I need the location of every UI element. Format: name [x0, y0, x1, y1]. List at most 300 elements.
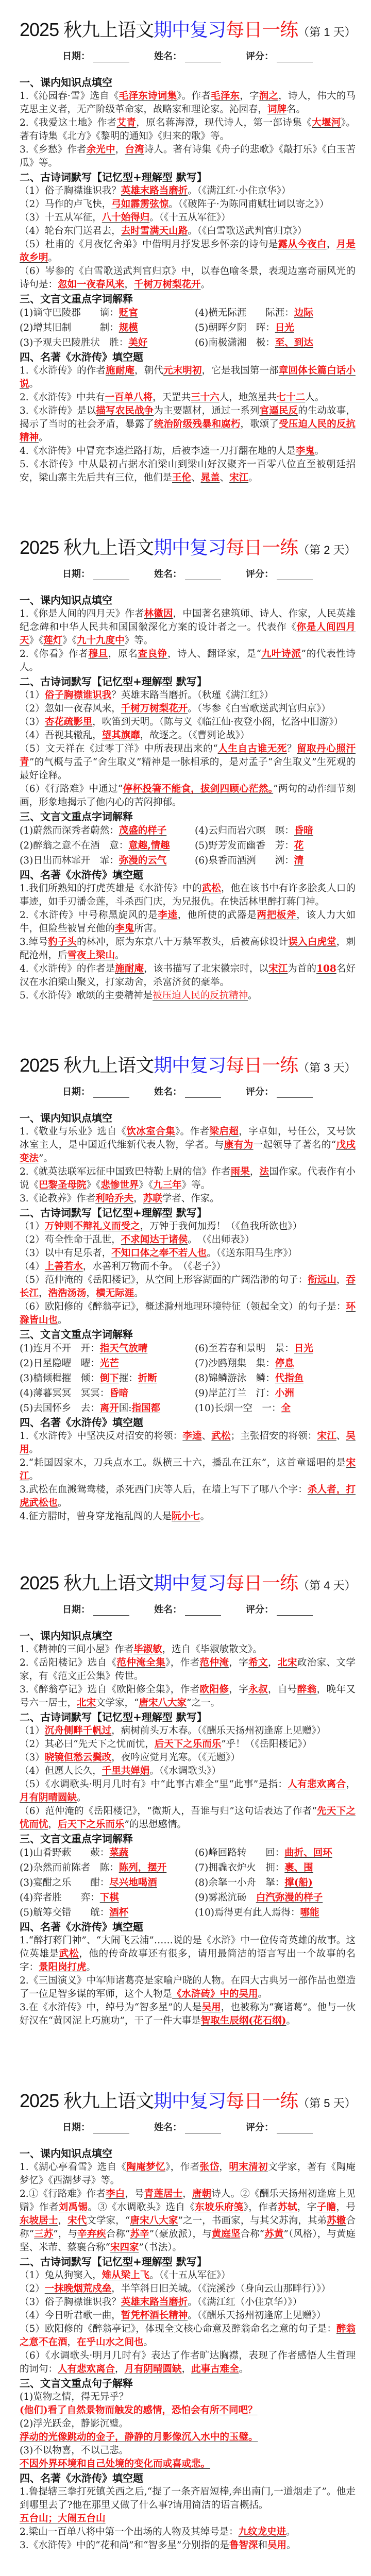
question-item [20, 2188, 356, 2255]
page-title [20, 1054, 356, 1079]
question-text: 的林冲，原为东京八十万禁军教头，后被高俅设计 [77, 937, 289, 947]
question-item [20, 458, 356, 485]
answer: 环滁皆山也 [20, 1301, 356, 1326]
answer: (他们)看了自然景物而触发的感情，恐怕会有所不同吧？ [20, 2405, 258, 2416]
question-text: (1)蔚然而深秀者蔚然： [20, 825, 119, 836]
question-text: (4)弈者胜 弈： [20, 1892, 100, 1903]
question-text: 合称“ [20, 2215, 356, 2240]
title-daily-practice: 每日一练 [226, 2090, 298, 2111]
answer: 英雄末路当磨折 [121, 2297, 188, 2308]
section-heading: 三、文言文重点字词解释 [20, 293, 133, 305]
question-text: ，夜吟应觉月光寒。（《无题》） [111, 1752, 241, 1763]
question-text: ？ [286, 743, 297, 754]
item-list [20, 1934, 356, 2028]
word-item [195, 1891, 356, 1905]
question-text: 。 [29, 1471, 39, 1482]
date-field-label: 日期： [62, 51, 90, 62]
question-text: ，晚年又号六一居士， [20, 1684, 356, 1708]
question-item [20, 1233, 356, 1247]
question-item [20, 2391, 356, 2404]
question-item [20, 2526, 356, 2539]
word-item [195, 854, 356, 868]
score-field-blank[interactable] [277, 2123, 313, 2133]
section-heading: 二、古诗词默写【记忆型+理解型 默写】 [20, 1711, 207, 1723]
question-text: ， [48, 1819, 58, 1830]
question-item [20, 2485, 356, 2512]
word-item [195, 1876, 356, 1890]
question-text: （4）今日听君歌一曲， [20, 2310, 121, 2321]
score-field-blank[interactable] [277, 1087, 313, 1098]
name-field-blank[interactable] [185, 2123, 221, 2133]
section-heading: 四、名著《水浒传》填空题 [20, 1416, 143, 1429]
question-text: (3)予观夫巴陵胜状 胜： [20, 337, 129, 348]
question-text: (2)醉翁之意不在酒 意： [20, 840, 129, 851]
question-item [20, 1643, 356, 1656]
question-text: (10)长烟一空 一： [195, 1403, 281, 1414]
question-text: ，选自《毕淑敏散文》。 [162, 1644, 262, 1655]
section-heading: 二、古诗词默写【记忆型+理解型 默写】 [20, 171, 207, 183]
question-text: 文学家，“ [96, 1698, 139, 1708]
question-text: 。 （《出师表》） [188, 1234, 255, 1245]
title-prefix: 2025 秋九上语文 [20, 537, 154, 558]
item-list [20, 364, 356, 485]
answer: 九纹龙史进 [238, 2527, 286, 2537]
question-text: ， [336, 1275, 346, 1285]
date-field [62, 49, 129, 62]
answer: 上善若水 [44, 1261, 83, 1272]
answer: 人有悲欢离合 [288, 1779, 346, 1790]
answer: 利哈乔夫 [95, 1193, 134, 1204]
info-fields [20, 1602, 356, 1616]
name-field-blank[interactable] [185, 52, 221, 62]
question-item [20, 1656, 356, 1683]
answer: 鲁智深 [229, 2540, 258, 2551]
item-list [20, 2391, 356, 2471]
question-text: 》《 [62, 635, 77, 646]
question-item [20, 238, 356, 265]
answer: 醉翁之意不在酒 [20, 2324, 356, 2348]
question-item [20, 1510, 356, 1523]
word-item [195, 1861, 356, 1875]
question-text: ， [58, 2215, 68, 2226]
question-text: 1.鲁提辖三拳打死镇关西之后,“提了一条齐眉短棒,奔出南门,一道烟走了”。他走到哪里去了?他在那里又做了什么事?请用简洁的语言概括。 [20, 2486, 356, 2511]
question-text: 文学家，“ [87, 2215, 130, 2226]
answer: 108 [316, 963, 336, 974]
question-text: （2）其必曰“先天下之忧而忧， [20, 1739, 155, 1750]
question-text: ，字 [297, 2202, 317, 2213]
answer: 元末明初 [163, 365, 202, 376]
question-text: ， [115, 144, 125, 155]
question-text: ，自号 [268, 1684, 297, 1695]
question-text: （1） [20, 690, 45, 701]
question-text: ，他所使的武器是 [177, 910, 257, 921]
answer: 去时雪满天山路 [121, 226, 188, 236]
section-heading: 三、文言文重点句子解释 [20, 2377, 133, 2389]
word-item [20, 321, 195, 335]
question-text: (4)薄暮冥冥 冥冥： [20, 1388, 110, 1399]
answer: 宋江 [317, 1431, 336, 1442]
score-field [246, 567, 313, 580]
question-text: 3.在《水浒传》中，绰号为“智多星”的人是 [20, 2002, 202, 2013]
question-text: 1.《沁园春·雪》选自《 [20, 91, 119, 101]
score-field-blank[interactable] [277, 52, 313, 62]
answer: 醉翁 [297, 1684, 317, 1695]
date-field-blank[interactable] [93, 1087, 129, 1098]
date-field-blank[interactable] [93, 52, 129, 62]
question-text: 2.《水浒传》中共有 [20, 392, 105, 403]
question-text: （3）俗子胸襟谁识我？ [20, 2297, 121, 2308]
score-field-label: 评分： [246, 1087, 274, 1097]
date-field-label: 日期： [62, 2122, 90, 2133]
title-midterm-review: 期中复习 [154, 19, 226, 40]
question-text: (4)横无际涯 际涯： [195, 308, 294, 318]
score-field-label: 评分： [246, 51, 274, 62]
name-field [154, 567, 221, 580]
answer: 梁启超 [209, 1126, 239, 1137]
name-field-blank[interactable] [185, 1087, 221, 1098]
question-text: ”的气概与孟子“舍生取义”精神是一脉相承的，是对孟子“舍生取义”生死观的最好诠释。 [20, 757, 356, 781]
answer: 浮动的光像跳动的金子，静静的月影像沉入水中的玉璧。 [20, 2432, 258, 2443]
section-heading: 一、课内知识点填空 [20, 594, 112, 606]
question-text: ，他的传奇故事还有很多，请用最简洁的语言写出一个故事的名字： [20, 1948, 356, 1973]
answer: 李鬼 [295, 446, 315, 456]
answer: 美好 [128, 337, 148, 348]
answer: 不求闻达于诸侯 [121, 1234, 188, 1245]
question-text: 、 [191, 472, 201, 483]
question-text: ， [67, 2337, 77, 2348]
question-text: （1） [20, 1221, 45, 1232]
answer: 停息 [275, 1358, 294, 1369]
answer: 永叔 [248, 1684, 268, 1695]
answer: 豹子头 [48, 937, 77, 947]
answer: 清 [294, 855, 304, 866]
word-item [20, 839, 195, 853]
page-title [20, 2090, 356, 2115]
word-item [20, 1876, 195, 1890]
question-text: ，水善利万物而不争。 （《老子》） [82, 1261, 226, 1272]
question-text: ， [268, 1657, 278, 1668]
question-text: 3.《论教养》作者 [20, 1193, 96, 1204]
question-text: ”。 [39, 1153, 53, 1164]
answer: 日光 [294, 1343, 313, 1354]
question-text: 。（《水调歌头》） [149, 1766, 222, 1776]
question-text: ”（风格），与黄庭坚、米芾、蔡襄合称“ [20, 2229, 356, 2253]
section-heading: 四、名著《水浒传》填空题 [20, 1921, 143, 1933]
question-text: 名好汉在水泊梁山聚义，打家劫舍，杀富济贫的豪举。 [20, 963, 356, 988]
word-item [20, 1386, 195, 1400]
answer: 毛泽东诗词集 [119, 91, 177, 101]
answer: 北宋 [277, 1657, 297, 1668]
answer: 忽如一夜春风来 [58, 279, 125, 290]
date-field-blank[interactable] [93, 1605, 129, 1616]
question-item [20, 2349, 356, 2376]
answer: 下棋 [99, 1892, 119, 1903]
question-text: ，号 [336, 2202, 356, 2213]
question-text: ，中国著名建筑师、诗人、作家，人民英雄纪念碑和中华人民共和国国徽深化方案的设计者之一。代表作《 [20, 608, 356, 633]
answer: 酒杯 [109, 1907, 129, 1918]
answer: 弓如霹雳弦惊 [111, 199, 169, 210]
question-text: (8)余拏一小舟 拏： [195, 1877, 285, 1888]
item-list [20, 2161, 356, 2255]
question-text: ， [181, 2364, 192, 2375]
answer: 哪能 [300, 1907, 319, 1918]
question-text: 合称“ [240, 2229, 265, 2240]
question-text: 国: [119, 1403, 132, 1414]
answer: 倒下 [99, 1373, 119, 1384]
question-text: 3.《醉翁亭记》选自《欧阳修全集》，作者 [20, 1684, 200, 1695]
word-item [20, 1357, 195, 1370]
question-item [20, 2431, 356, 2444]
answer: 浩浩汤汤 [48, 1288, 87, 1299]
question-text: 。 [48, 252, 58, 263]
name-field-blank[interactable] [185, 569, 221, 580]
question-item [20, 198, 356, 211]
worksheet-page [0, 1553, 371, 2071]
question-item [20, 2458, 356, 2471]
answer: 《水浒砖》中的吴用 [172, 1989, 258, 1999]
question-text: ”（豪放派），与 [149, 2229, 212, 2240]
question-item [20, 1683, 356, 1710]
answer: 穆旦 [88, 649, 108, 659]
question-text: 1.《敬业与乐业》选自《 [20, 1126, 127, 1137]
section-heading: 一、课内知识点填空 [20, 76, 112, 89]
question-item [20, 364, 356, 391]
question-text: 》，作者 [243, 2202, 278, 2213]
item-list [20, 1220, 356, 1327]
answer: 月有阴晴圆缺 [124, 2364, 182, 2375]
question-text: （3） [20, 1752, 45, 1763]
question-text: (6)峰回路转 回： [195, 1848, 285, 1858]
question-text: 》《 [86, 1180, 101, 1191]
name-field [154, 1602, 221, 1616]
answer: 范仲淹全集 [116, 1657, 166, 1668]
item-list [20, 2269, 356, 2376]
question-item [20, 962, 356, 989]
question-text: ”的思想感情。 [124, 1819, 187, 1830]
name-field-blank[interactable] [185, 1605, 221, 1616]
answer: 雨果 [230, 1166, 250, 1177]
name-field [154, 49, 221, 62]
title-day-label: （第 2 天） [298, 544, 356, 556]
title-day-label: （第 1 天） [298, 26, 356, 39]
answer: 陶庵梦忆 [126, 2162, 166, 2173]
question-item [20, 2309, 356, 2323]
answer: 黄庭坚 [211, 2229, 241, 2240]
page-title [20, 536, 356, 562]
answer: 至、到达 [275, 337, 313, 348]
answer: 指天气放晴 [99, 1343, 148, 1354]
question-text: ，诗人、翻译家，是“ [167, 649, 262, 659]
answer: 沉舟侧畔千帆过 [44, 1725, 112, 1736]
question-text: 》《 [29, 635, 44, 646]
answer: 吴用 [20, 1431, 356, 1455]
question-text: 5.《水浒传》歌颂的主要精神是 [20, 990, 153, 1001]
date-field-blank[interactable] [93, 569, 129, 580]
answer: 苏辛 [130, 2229, 149, 2240]
question-text: ，吹笛到天明。（陈与义《临江仙·夜登小阁，忆洛中旧游》） [92, 717, 344, 727]
score-field-blank[interactable] [277, 1605, 313, 1616]
score-field-blank[interactable] [277, 569, 313, 580]
answer: 撑(船) [284, 1877, 313, 1888]
question-item [20, 689, 356, 702]
question-item [20, 1260, 356, 1274]
answer: 唐宋八大家 [130, 2215, 178, 2226]
question-text: 3.《水浒传》是以 [20, 405, 96, 416]
question-text: ，它是我国第一部 [201, 365, 279, 376]
answer: 台湾 [125, 144, 144, 155]
answer: 三十六 [191, 392, 220, 403]
title-midterm-review: 期中复习 [154, 2090, 226, 2111]
question-text: 政治家、文学家，有《范文正公集》传世。 [20, 1657, 356, 1682]
date-field-blank[interactable] [93, 2123, 129, 2133]
answer: 误入白虎堂 [288, 937, 336, 947]
question-text: ，病树前头万木春。（《酬乐天扬州初逢席上见赠》） [111, 1725, 326, 1736]
answer: 苏轼 [278, 2202, 297, 2213]
answer: 横无际涯 [96, 1288, 134, 1299]
answer: 辛弃疾 [77, 2229, 106, 2240]
question-text: (1)谪守巴陵郡 谪： [20, 308, 119, 318]
answer: 李鬼 [115, 923, 134, 934]
answer: 张岱 [199, 2162, 220, 2173]
question-text: ”之一，书画家，与其父苏洵，其弟 [178, 2215, 327, 2226]
answer: 武松 [201, 883, 221, 894]
item-list [20, 607, 356, 674]
word-grid [20, 1342, 356, 1415]
question-item [20, 1220, 356, 1233]
title-prefix: 2025 秋九上语文 [20, 2090, 154, 2111]
word-item [195, 336, 356, 350]
question-text: （1）俗子胸襟谁识我？ [20, 185, 121, 196]
question-item [20, 1974, 356, 2001]
answer: 武松 [211, 1431, 231, 1442]
question-text: 合称“ [106, 2229, 130, 2240]
answer: 章回体长篇白话小说 [20, 365, 356, 389]
question-text: （6）范仲淹的《岳阳楼记》，“微斯人，吾谁与归”这句话表达了作者“ [20, 1806, 317, 1817]
answer: 人生自古谁无死 [217, 743, 287, 754]
question-text: 2.“耗国因家木，刀兵点水工。纵横三十六，播乱在江东”，这首童谣唱的是 [20, 1458, 346, 1468]
question-text: (8)锦鳞游泳 鳞： [195, 1373, 275, 1384]
question-text: 。 [314, 446, 325, 456]
score-field-label: 评分： [246, 569, 274, 580]
question-text: 2.《岳阳楼记》选自《 [20, 1657, 117, 1668]
answer: 戊戌变法 [20, 1140, 356, 1164]
question-text: （6）岑参的《白雪歌送武判官归京》中，以春色喻冬景，表现边塞奇丽风光的诗句是： [20, 266, 356, 290]
title-midterm-review: 期中复习 [154, 1055, 226, 1076]
answer: 悲惨世界 [100, 1180, 139, 1191]
question-text: 。 [248, 472, 258, 483]
question-item [20, 2512, 356, 2526]
question-item [20, 702, 356, 716]
question-text: （6）《行路难》中通过“ [20, 784, 123, 794]
answer: 吴用 [267, 2540, 287, 2551]
question-item [20, 2282, 356, 2296]
question-text: 1.《水浒传》的作者 [20, 365, 106, 376]
section-heading: 一、课内知识点填空 [20, 2147, 112, 2160]
question-text: （4）轮台东门送君去， [20, 226, 121, 236]
question-text: (5)朝晖夕阴 晖： [195, 323, 275, 333]
question-text: 和 [258, 2540, 268, 2551]
answer: 润之 [259, 91, 279, 101]
answer: 被压迫人民的反抗精神 [153, 990, 248, 1001]
question-text: （6）欧阳修的《醉翁亭记》，概述滁州地理环境特征（领起全文）的句子是： [20, 1301, 346, 1312]
question-text: 。（《酬乐天扬州初逢席上见赠》） [188, 2310, 326, 2321]
section-heading: 四、名著《水浒传》填空题 [20, 351, 143, 363]
score-field [246, 1084, 313, 1098]
question-text: (5)去国怀乡 去： [20, 1403, 100, 1414]
question-item [20, 1192, 356, 1206]
answer: 林徽因 [144, 608, 173, 619]
question-item [20, 1483, 356, 1510]
score-field [246, 2120, 313, 2133]
answer: 三苏 [34, 2229, 54, 2240]
question-text: 。（《破阵子·为陈同甫赋壮词以寄之》） [168, 199, 329, 210]
question-text: ？英雄末路当磨折。（秋瑾《满江红》） [111, 690, 274, 701]
answer: 万钟则不辩礼义而受之 [44, 1221, 140, 1232]
question-item [20, 2444, 356, 2458]
question-text: (2)杂然而前陈者 陈： [20, 1862, 119, 1873]
question-text: ， [346, 1779, 356, 1790]
question-text: ，字 [229, 1657, 249, 1668]
item-list [20, 1724, 356, 1832]
answer: 菜蔬 [109, 1848, 129, 1858]
question-item [20, 445, 356, 458]
answer: 晁盖 [200, 472, 220, 483]
question-text: (2)日星隐曜 曜： [20, 1358, 100, 1369]
question-text: 。（《送东阳马生序》） [207, 1248, 298, 1259]
question-text: 》。作者 [175, 1126, 210, 1137]
answer: 尽兴地喝酒 [109, 1877, 157, 1888]
question-text: （4） [20, 1261, 45, 1272]
word-grid [20, 306, 356, 350]
answer: 你是人间四月天 [20, 622, 356, 646]
question-text: 4.《水浒传》中冒充李逵拦路打劫，后被李逵一刀打翻在地的人是 [20, 446, 296, 456]
question-item [20, 2539, 356, 2552]
question-item [20, 607, 356, 648]
info-fields [20, 2120, 356, 2133]
title-daily-practice: 每日一练 [226, 19, 298, 40]
question-text: ，字 [229, 1684, 249, 1695]
question-item [20, 1724, 356, 1738]
answer: 茂盛的样子 [119, 825, 167, 836]
question-text: 2.《水浒传》中号称黑旋风的是 [20, 910, 158, 921]
item-list [20, 184, 356, 292]
item-list [20, 1430, 356, 1523]
score-field [246, 1602, 313, 1616]
date-field [62, 567, 129, 580]
question-item [20, 1456, 356, 1483]
section-heading: 四、名著《水浒传》填空题 [20, 869, 143, 881]
answer: 法 [259, 1166, 269, 1177]
question-text: （5）《水调歌头·明月几时有》中“此事古难全”里“此事”是指： [20, 1779, 288, 1790]
question-text: 。 [286, 2540, 296, 2551]
word-item [20, 854, 195, 868]
question-item [20, 989, 356, 1003]
question-text: ，该人力大如牛，但险些被冒充他的 [20, 910, 356, 934]
answer: 宋江 [20, 1458, 356, 1482]
question-item [20, 729, 356, 742]
question-item [20, 1125, 356, 1165]
answer: 苏辙 [327, 2215, 346, 2226]
title-midterm-review: 期中复习 [154, 1572, 226, 1594]
question-text: 》。作者 [177, 91, 211, 101]
question-text: 、 [220, 472, 230, 483]
question-item [20, 1738, 356, 1751]
answer: 李逵 [158, 910, 178, 921]
question-item [20, 1274, 356, 1300]
answer: 两把板斧 [257, 910, 297, 921]
question-text: 人，地煞星共 [219, 392, 277, 403]
answer: 俗子胸襟谁识我 [44, 690, 112, 701]
